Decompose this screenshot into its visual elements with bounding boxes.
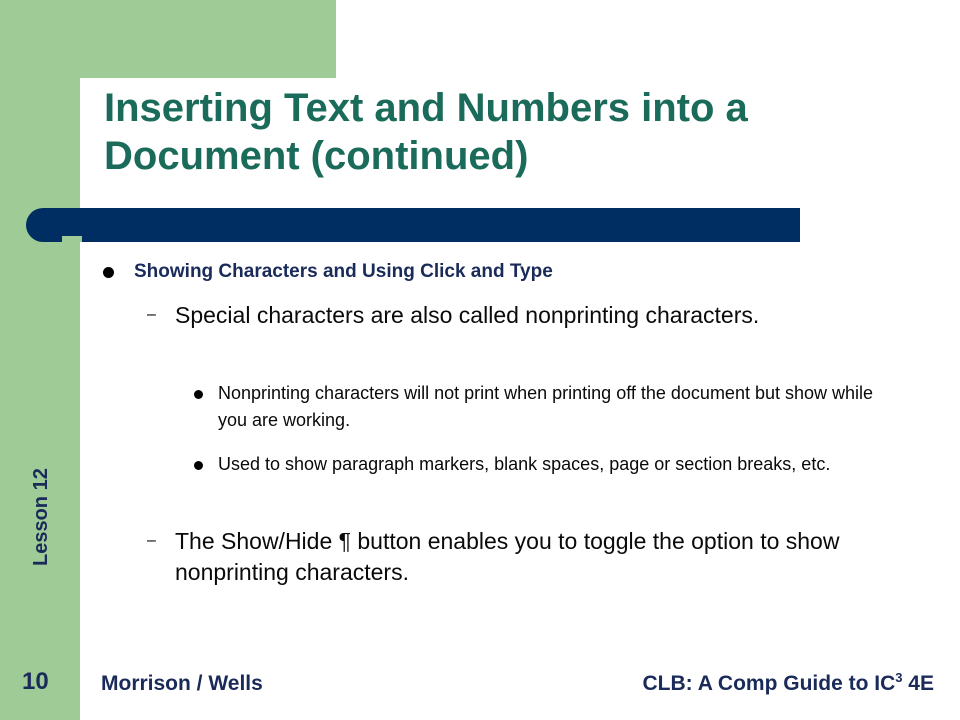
detail-point: Nonprinting characters will not print when printing off the document but show while you are working. [218,383,874,430]
left-green-band [0,0,80,720]
footer-title-main: CLB: A Comp Guide to IC [642,672,896,695]
bar-notch [62,236,82,242]
bullet-dot [194,390,203,399]
bullet-dot [103,267,114,278]
lesson-label: Lesson 12 [30,468,52,566]
top-green-block [80,0,336,78]
footer-title-edition: 4E [902,672,934,695]
bullet-heading: Showing Characters and Using Click and Type [134,261,553,282]
title-underline-bar [26,208,800,242]
detail-point: Used to show paragraph markers, blank spaces, page or section breaks, etc. [218,454,831,474]
bullet-dot [194,461,203,470]
sub-item-text: Special characters are also called nonprinting characters. [175,302,760,328]
dash-marker: – [147,532,156,549]
footer-title-superscript: 3 [895,670,903,685]
dash-marker: – [147,306,156,323]
slide-title: Inserting Text and Numbers into a Document (continued) [104,86,748,178]
footer-book-title [642,672,934,696]
footer-authors: Morrison / Wells [101,672,263,695]
sub-item-text: The Show/Hide ¶ button enables you to toggle the option to show nonprinting characters. [175,528,840,585]
page-number: 10 [22,668,49,695]
